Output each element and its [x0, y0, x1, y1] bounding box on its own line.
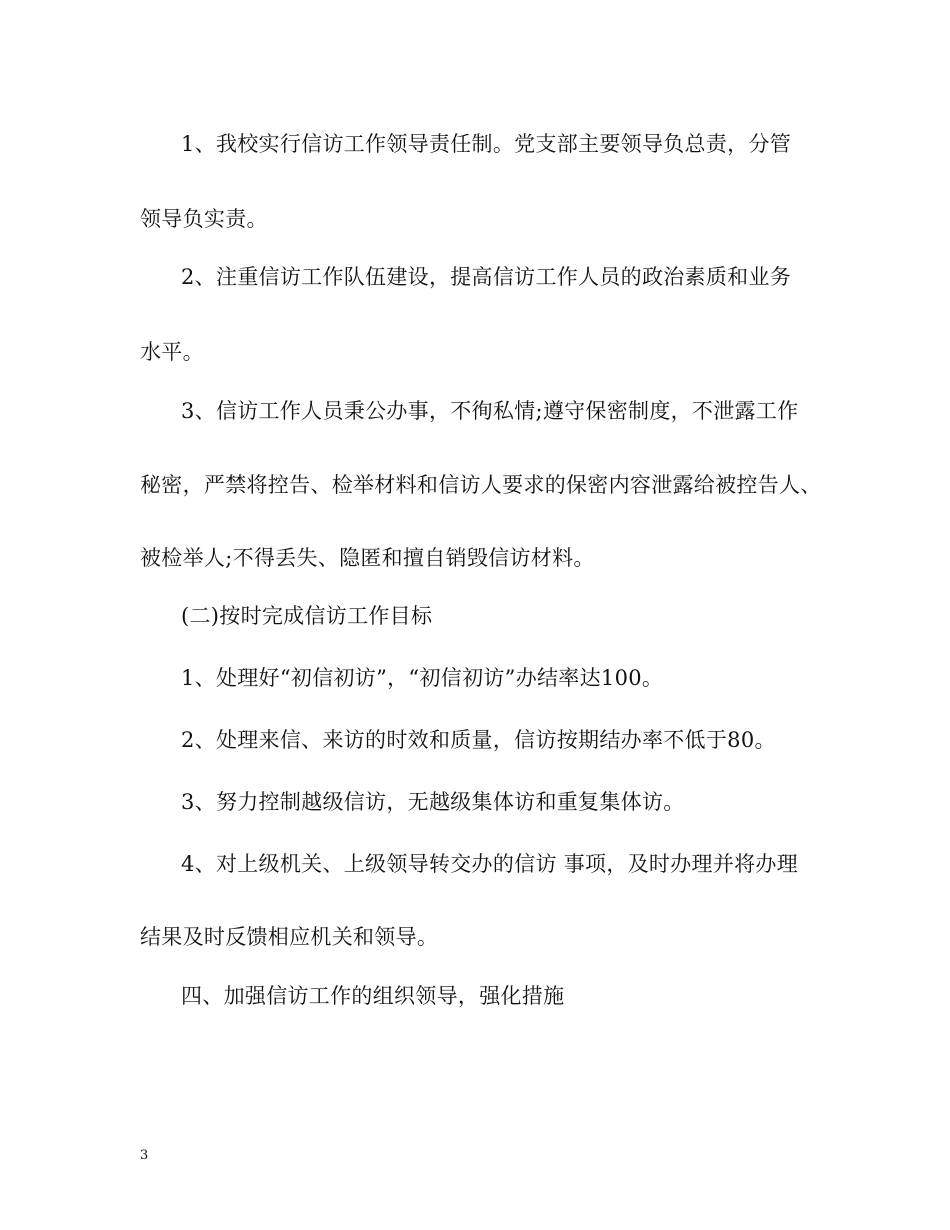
paragraph-line: 2、注重信访工作队伍建设，提高信访工作人员的政治素质和业务	[181, 265, 792, 289]
paragraph-line: 2、处理来信、来访的时效和质量，信访按期结办率不低于80。	[181, 728, 776, 752]
paragraph-line: 秘密，严禁将控告、检举材料和信访人要求的保密内容泄露给被控告人、	[140, 473, 822, 497]
paragraph-line: 4、对上级机关、上级领导转交办的信访 事项，及时办理并将办理	[181, 852, 799, 876]
section-heading: 四、加强信访工作的组织领导，强化措施	[181, 984, 565, 1008]
paragraph-line: 3、信访工作人员秉公办事，不徇私情;遵守保密制度，不泄露工作	[181, 399, 799, 423]
paragraph-line: 1、我校实行信访工作领导责任制。党支部主要领导负总责，分管	[181, 132, 792, 156]
paragraph-line: 领导负实责。	[140, 207, 268, 231]
paragraph-line: 3、努力控制越级信访，无越级集体访和重复集体访。	[181, 790, 685, 814]
page-number: 3	[140, 1148, 149, 1163]
paragraph-line: 1、处理好“初信初访”，“初信初访”办结率达100。	[181, 666, 664, 690]
paragraph-line: 被检举人;不得丢失、隐匿和擅自销毁信访材料。	[140, 546, 595, 570]
paragraph-line: 水平。	[140, 340, 204, 364]
section-heading: (二)按时完成信访工作目标	[181, 604, 433, 628]
paragraph-line: 结果及时反馈相应机关和领导。	[140, 925, 439, 949]
